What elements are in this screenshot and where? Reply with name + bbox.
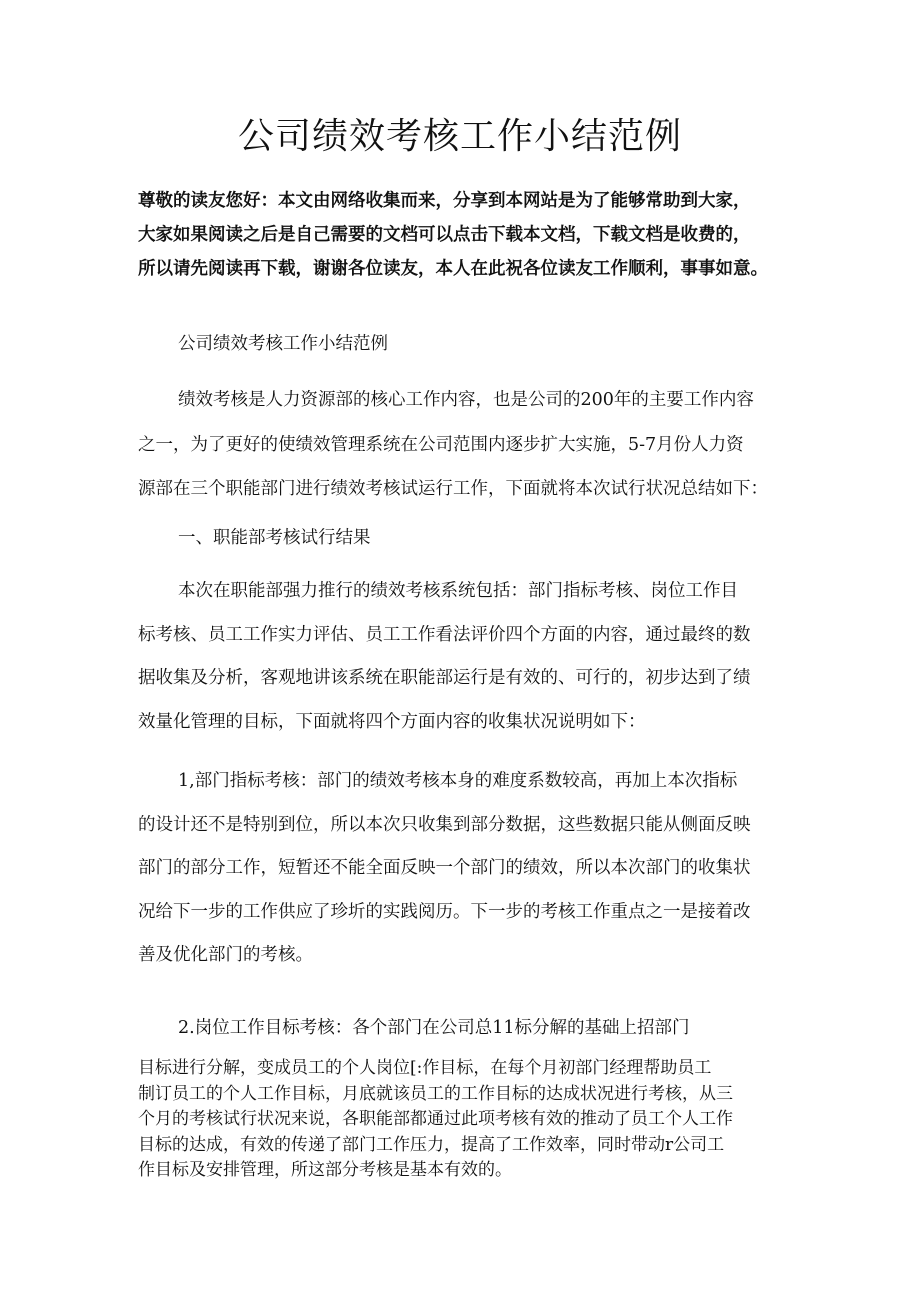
item2-lead-line: 2.岗位工作目标考核：各个部门在公司总11标分解的基础上招部门 (178, 1018, 690, 1038)
reader-notice (138, 184, 798, 286)
item1-paragraph (138, 760, 788, 978)
paragraph-line: 据收集及分析，客观地讲该系统在职能部运行是有效的、可行的，初步达到了绩 (138, 668, 751, 688)
paragraph-line: 作目标及安排管理，所这部分考核是基本有效的。 (138, 1160, 512, 1180)
section-heading: 一、职能部考核试行结果 (178, 528, 371, 548)
paragraph-line: 源部在三个职能部门进行绩效考核试运行工作，下面就将本次试行状况总结如下： (138, 479, 768, 499)
paragraph-line: 部门的部分工作，短暂还不能全面反映一个部门的绩效，所以本次部门的收集状 (138, 858, 751, 878)
paragraph-line: 目标进行分解，变成员工的个人岗位[:作目标，在每个月初部门经理帮助员工 (138, 1058, 712, 1078)
paragraph-line: 绩效考核是人力资源部的核心工作内容，也是公司的200年的主要工作内容 (178, 390, 754, 410)
paragraph-line: 的设计还不是特别到位，所以本次只收集到部分数据，这些数据只能从侧面反映 (138, 814, 751, 835)
paragraph-line: 本次在职能部强力推行的绩效考核系统包括：部门指标考核、岗位工作目 (178, 581, 738, 601)
paragraph-line: 善及优化部门的考核。 (138, 945, 313, 965)
item2-paragraph (138, 1056, 788, 1184)
paragraph-line: 1,部门指标考核：部门的绩效考核本身的难度系数较高，再加上本次指标 (178, 771, 738, 791)
intro-paragraph (138, 378, 788, 512)
paragraph-line: 效量化管理的目标，下面就将四个方面内容的收集状况说明如下： (138, 711, 646, 732)
paragraph-line: 个月的考核试行状况来说，各职能部都通过此项考核有效的推动了员工个人工作 (138, 1109, 733, 1129)
document-title: 公司绩效考核工作小结范例 (237, 116, 682, 157)
notice-line: 尊敬的读友您好：本文由网络收集而来，分享到本网站是为了能够常助到大家， (138, 191, 751, 211)
paragraph-line: 之一，为了更好的使绩效管理系统在公司范围内逐步扩大实施，5-7月份人力资 (138, 434, 744, 455)
notice-line: 所以请先阅读再下载，谢谢各位读友，本人在此祝各位读友工作顺利，事事如意。 (138, 259, 768, 279)
paragraph-line: 制订员工的个人工作目标，月底就该员工的工作目标的达成状况进行考核，从三 (138, 1083, 733, 1104)
section-paragraph (138, 570, 788, 744)
paragraph-line: 标考核、员工工作实力评估、员工工作看法评价四个方面的内容，通过最终的数 (138, 624, 751, 645)
paragraph-line: 况给下一步的工作供应了珍圻的实践阅历。下一步的考核工作重点之一是接着改 (138, 901, 751, 922)
paragraph-line: 目标的达成，有效的传递了部门工作压力，提高了工作效率，同时带动r公司工 (138, 1134, 725, 1155)
section-subtitle: 公司绩效考核工作小结范例 (178, 334, 388, 354)
notice-line: 大家如果阅读之后是自己需要的文档可以点击下载本文档，下载文档是收费的， (138, 225, 751, 245)
